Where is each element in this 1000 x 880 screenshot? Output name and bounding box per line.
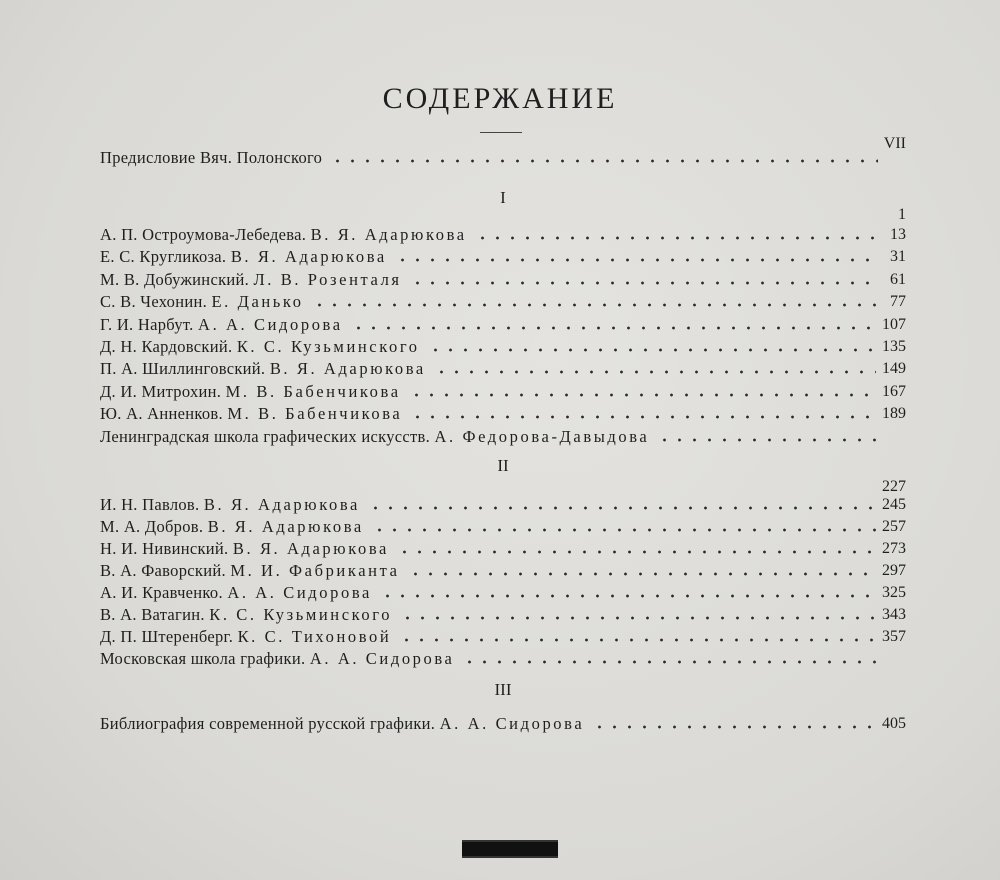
entry-title bbox=[100, 427, 649, 447]
entry-author: М. В. Бабенчикова bbox=[227, 404, 403, 424]
entry-page: 167 bbox=[882, 382, 906, 400]
entry-title bbox=[100, 583, 372, 603]
toc-entry[interactable] bbox=[100, 357, 906, 379]
entry-page: 325 bbox=[882, 584, 906, 601]
dot-leader bbox=[408, 570, 876, 578]
toc-entry[interactable] bbox=[100, 603, 906, 625]
entry-subject: Московская школа графики. bbox=[100, 649, 306, 668]
entry-subject: В. А. Фаворский. bbox=[100, 561, 226, 580]
entry-page: 343 bbox=[882, 606, 906, 623]
entry-title bbox=[100, 714, 584, 734]
section-lead-page bbox=[100, 202, 906, 224]
toc-entry[interactable] bbox=[100, 647, 906, 669]
dot-leader bbox=[462, 658, 880, 666]
dot-leader bbox=[657, 436, 880, 444]
entry-author: Е. Данько bbox=[211, 292, 304, 312]
toc-entry[interactable] bbox=[100, 335, 906, 357]
entry-author: К. С. Кузьминского bbox=[209, 605, 393, 624]
toc-entry[interactable] bbox=[100, 268, 906, 290]
entry-subject: М. В. Добужинский. bbox=[100, 269, 250, 289]
entry-page: 31 bbox=[890, 248, 906, 266]
entry-title: Предисловие Вяч. Полонского bbox=[100, 148, 323, 167]
entry-page: 149 bbox=[882, 360, 906, 378]
dot-leader bbox=[312, 301, 880, 309]
entry-page: 227 bbox=[882, 478, 906, 495]
dot-leader bbox=[410, 279, 880, 287]
entry-author: А. А. Сидорова bbox=[227, 583, 372, 602]
entry-author: К. С. Тихоновой bbox=[237, 627, 392, 646]
entry-title bbox=[100, 270, 402, 290]
entry-subject: Д. И. Митрохин. bbox=[100, 381, 222, 401]
footer-ornament-bar bbox=[462, 840, 558, 858]
entry-author: А. Федорова-Давыдова bbox=[434, 426, 650, 446]
entry-subject: Е. С. Кругликоза. bbox=[100, 247, 227, 267]
entry-author: А. А. Сидорова bbox=[439, 714, 585, 733]
dot-leader bbox=[410, 413, 876, 421]
toc-entry[interactable] bbox=[100, 581, 906, 603]
entry-page: 77 bbox=[890, 293, 906, 311]
entry-subject: М. А. Добров. bbox=[100, 517, 204, 536]
toc-entry[interactable] bbox=[100, 313, 906, 335]
entry-author: В. Я. Адарюкова bbox=[269, 359, 426, 379]
entry-page: 1 bbox=[898, 206, 906, 223]
entry-author: В. Я. Адарюкова bbox=[230, 247, 387, 267]
entry-page: 189 bbox=[882, 405, 906, 423]
section-numeral: I bbox=[500, 188, 506, 207]
entry-author: М. И. Фабриканта bbox=[230, 561, 400, 580]
entry-subject: В. А. Ватагин. bbox=[100, 605, 205, 624]
entry-subject: Д. Н. Кардовский. bbox=[100, 337, 233, 356]
dot-leader bbox=[434, 368, 876, 376]
entry-subject: Ю. А. Анненков. bbox=[100, 404, 223, 424]
dot-leader bbox=[372, 526, 876, 534]
dot-leader bbox=[428, 346, 876, 354]
entry-subject: Н. И. Нивинский. bbox=[100, 539, 229, 558]
entry-title bbox=[100, 627, 391, 647]
page-title: СОДЕРЖАНИЕ bbox=[382, 82, 618, 115]
entry-author: К. С. Кузьминского bbox=[236, 337, 420, 356]
dot-leader bbox=[368, 504, 876, 512]
entry-title bbox=[100, 382, 401, 402]
entry-author: В. Я. Адарюкова bbox=[207, 517, 364, 536]
entry-page: 257 bbox=[882, 518, 906, 535]
dot-leader bbox=[351, 324, 876, 332]
entry-subject: И. Н. Павлов. bbox=[100, 495, 200, 514]
toc-entry[interactable] bbox=[100, 515, 906, 537]
entry-title bbox=[100, 225, 467, 245]
section-numeral: II bbox=[497, 456, 509, 475]
entry-author: В. Я. Адарюкова bbox=[232, 539, 389, 558]
dot-leader bbox=[400, 614, 876, 622]
entry-title bbox=[100, 561, 400, 581]
entry-title bbox=[100, 517, 364, 537]
entry-page: 273 bbox=[882, 540, 906, 557]
entry-author: А. А. Сидорова bbox=[309, 649, 455, 668]
entry-author: М. В. Бабенчикова bbox=[225, 381, 401, 401]
entry-author: Л. В. Розенталя bbox=[253, 269, 402, 289]
toc-entry[interactable] bbox=[100, 493, 906, 515]
entry-title bbox=[100, 404, 402, 424]
entry-page: 61 bbox=[890, 270, 906, 288]
dot-leader bbox=[592, 723, 876, 731]
title-divider bbox=[480, 132, 522, 133]
entry-title bbox=[100, 359, 426, 379]
toc-entry[interactable] bbox=[100, 537, 906, 559]
entry-subject: Ленинградская школа графических искусств. bbox=[100, 426, 431, 446]
entry-subject: А. П. Остроумова-Лебедева. bbox=[100, 225, 307, 244]
toc-entry[interactable] bbox=[100, 402, 906, 424]
toc-entry[interactable] bbox=[100, 380, 906, 402]
dot-leader bbox=[397, 548, 876, 556]
dot-leader bbox=[395, 256, 880, 264]
dot-leader bbox=[399, 636, 876, 644]
toc-entry[interactable] bbox=[100, 625, 906, 647]
entry-subject: А. И. Кравченко. bbox=[100, 583, 223, 602]
entry-page: 13 bbox=[890, 226, 906, 243]
entry-page: 107 bbox=[882, 315, 906, 333]
dot-leader bbox=[409, 391, 876, 399]
entry-page: 297 bbox=[882, 562, 906, 579]
entry-title bbox=[100, 292, 304, 312]
entry-title bbox=[100, 605, 392, 625]
toc-entry[interactable] bbox=[100, 425, 906, 447]
toc-entry-preface[interactable] bbox=[100, 135, 906, 168]
entry-subject: П. А. Шиллинговский. bbox=[100, 359, 266, 379]
entry-title bbox=[100, 495, 360, 515]
toc-entry[interactable] bbox=[100, 245, 906, 267]
entry-subject: Д. П. Штеренберг. bbox=[100, 627, 234, 646]
entry-title bbox=[100, 539, 389, 559]
toc-entry[interactable] bbox=[100, 290, 906, 312]
entry-title bbox=[100, 315, 343, 335]
entry-page: 405 bbox=[882, 715, 906, 732]
toc-entry[interactable] bbox=[100, 559, 906, 581]
entry-page: 357 bbox=[882, 628, 906, 645]
entry-page: 245 bbox=[882, 496, 906, 513]
section-numeral: III bbox=[494, 680, 512, 699]
entry-title bbox=[100, 247, 387, 267]
entry-page: 135 bbox=[882, 338, 906, 355]
toc-entry[interactable] bbox=[100, 223, 906, 245]
dot-leader bbox=[475, 234, 880, 242]
dot-leader bbox=[330, 157, 878, 165]
entry-author: А. А. Сидорова bbox=[198, 314, 343, 334]
entry-subject: С. В. Чехонин. bbox=[100, 292, 208, 312]
entry-title bbox=[100, 337, 420, 357]
entry-author: В. Я. Адарюкова bbox=[310, 225, 467, 244]
dot-leader bbox=[380, 592, 876, 600]
entry-title bbox=[100, 649, 454, 669]
entry-subject: Г. И. Нарбут. bbox=[100, 314, 194, 334]
entry-subject: Библиография современной русской графики. bbox=[100, 714, 436, 733]
entry-page: VII bbox=[883, 135, 906, 152]
toc-entry[interactable] bbox=[100, 712, 906, 734]
entry-author: В. Я. Адарюкова bbox=[203, 495, 360, 514]
